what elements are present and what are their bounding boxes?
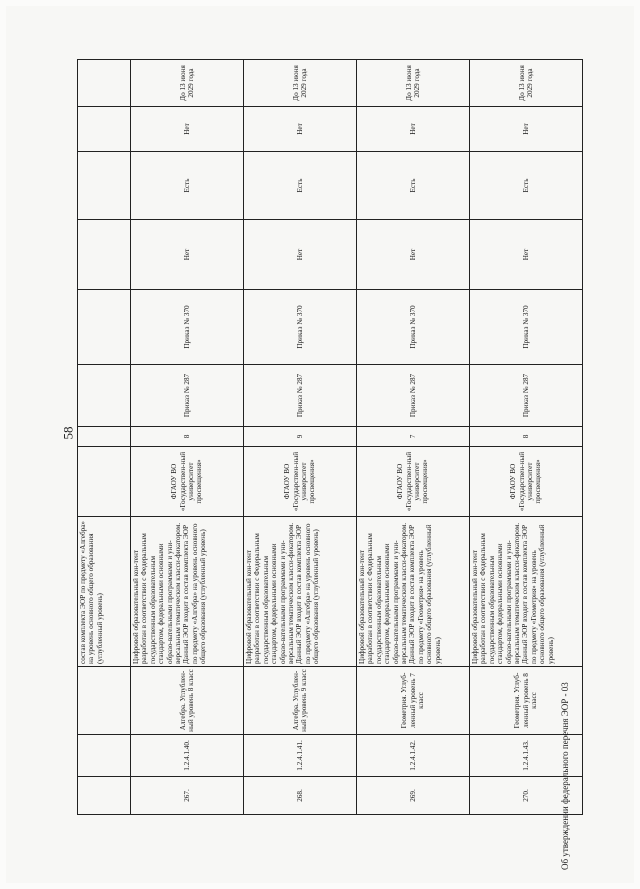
row-description: Цифровой образовательный кон-тент разработан в соответствии с Федеральным государственным образовательным стандартом, федеральными основными образо-вательными программами и уни-версальным тематическим класси-фикатором. Данный ЭОР входит в состав комплекта ЭОР по предмету «Алгебра» на уровень основного общего образования (углубленный уровень) <box>131 517 244 667</box>
row-code: 1.2.4.1.42. <box>357 735 470 777</box>
continuation-row <box>78 60 131 815</box>
cell-empty <box>78 290 131 365</box>
row-name: Алгебра. Углублен-ный уровень 8 класс <box>131 667 244 735</box>
row-order-287: Приказ № 287 <box>131 365 244 427</box>
row-value-1: Нет <box>131 220 244 290</box>
table-row <box>131 60 244 815</box>
row-value-3: Нет <box>131 107 244 152</box>
page-number: 58 <box>60 426 76 440</box>
row-organization: ФГАОУ ВО «Государствен-ный университет просвещения» <box>357 447 470 517</box>
row-value-1: Нет <box>470 220 583 290</box>
row-number: 267. <box>131 777 244 815</box>
row-grade: 8 <box>470 427 583 447</box>
row-order-287: Приказ № 287 <box>244 365 357 427</box>
row-date: До 13 июня 2029 года <box>357 60 470 107</box>
row-number: 270. <box>470 777 583 815</box>
row-value-1: Нет <box>244 220 357 290</box>
cell-empty <box>78 60 131 107</box>
table-row <box>244 60 357 815</box>
cell-empty <box>78 107 131 152</box>
row-date: До 13 июня 2029 года <box>244 60 357 107</box>
row-code: 1.2.4.1.41. <box>244 735 357 777</box>
cell-empty <box>78 152 131 220</box>
cell-empty <box>78 777 131 815</box>
row-order-370: Приказ № 370 <box>470 290 583 365</box>
cell-empty <box>78 667 131 735</box>
row-description: Цифровой образовательный кон-тент разработан в соответствии с Федеральным государственным образовательным стандартом, федеральными основными образо-вательными программами и уни-версальным тематическим класси-фикатором. Данный ЭОР входит в состав комплекта ЭОР по предмету «Геометрия» на уровень основного общего образования (углубленный уровень) <box>357 517 470 667</box>
row-value-3: Нет <box>244 107 357 152</box>
row-grade: 7 <box>357 427 470 447</box>
row-value-2: Есть <box>357 152 470 220</box>
row-value-1: Нет <box>357 220 470 290</box>
row-description: Цифровой образовательный кон-тент разработан в соответствии с Федеральным государственным образовательным стандартом, федеральными основными образо-вательными программами и уни-версальным тематическим класси-фикатором. Данный ЭОР входит в состав комплекта ЭОР по предмету «Геометрия» на уровень основного общего образования (углубленный уровень) <box>470 517 583 667</box>
row-order-370: Приказ № 370 <box>131 290 244 365</box>
row-number: 268. <box>244 777 357 815</box>
cell-empty <box>78 427 131 447</box>
row-order-370: Приказ № 370 <box>357 290 470 365</box>
row-grade: 8 <box>131 427 244 447</box>
row-value-2: Есть <box>244 152 357 220</box>
row-code: 1.2.4.1.40. <box>131 735 244 777</box>
cell-empty <box>78 735 131 777</box>
continuation-text: состав комплекта ЭОР по предмету «Алгебра» на уровень основного общего образования (углубленный уровень) <box>78 517 131 667</box>
row-name: Геометрия. Углуб-ленный уровень 8 класс <box>470 667 583 735</box>
eor-table-container <box>77 60 567 815</box>
row-order-287: Приказ № 287 <box>357 365 470 427</box>
cell-empty <box>78 447 131 517</box>
row-organization: ФГАОУ ВО «Государствен-ный университет просвещения» <box>470 447 583 517</box>
row-organization: ФГАОУ ВО «Государствен-ный университет просвещения» <box>131 447 244 517</box>
row-description: Цифровой образовательный кон-тент разработан в соответствии с Федеральным государственным образовательным стандартом, федеральными основными образо-вательными программами и уни-версальным тематическим класси-фикатором. Данный ЭОР входит в состав комплекта ЭОР по предмету «Алгебра» на уровень основного общего образования (углубленный уровень) <box>244 517 357 667</box>
row-name: Геометрия. Углуб-ленный уровень 7 класс <box>357 667 470 735</box>
row-value-2: Есть <box>131 152 244 220</box>
eor-table <box>77 59 583 815</box>
row-date: До 13 июня 2029 года <box>470 60 583 107</box>
row-value-3: Нет <box>357 107 470 152</box>
table-row <box>357 60 470 815</box>
row-order-370: Приказ № 370 <box>244 290 357 365</box>
row-value-3: Нет <box>470 107 583 152</box>
row-organization: ФГАОУ ВО «Государствен-ный университет просвещения» <box>244 447 357 517</box>
cell-empty <box>78 365 131 427</box>
row-code: 1.2.4.1.43. <box>470 735 583 777</box>
cell-empty <box>78 220 131 290</box>
row-grade: 9 <box>244 427 357 447</box>
footer-note: Об утверждении федерального перечня ЭОР - 03 <box>560 682 570 870</box>
row-value-2: Есть <box>470 152 583 220</box>
row-date: До 13 июня 2029 года <box>131 60 244 107</box>
row-number: 269. <box>357 777 470 815</box>
row-order-287: Приказ № 287 <box>470 365 583 427</box>
row-name: Алгебра. Углублен-ный уровень 9 класс <box>244 667 357 735</box>
